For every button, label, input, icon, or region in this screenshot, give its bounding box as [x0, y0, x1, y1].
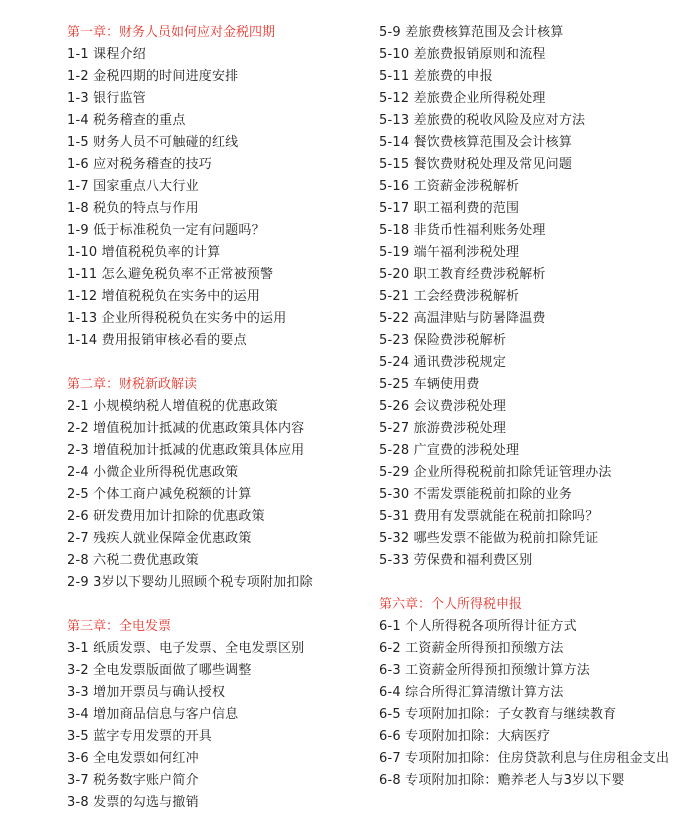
- toc-item: 1-5 财务人员不可触碰的红线: [67, 135, 239, 150]
- toc-item: 5-22 高温津贴与防暑降温费: [379, 311, 546, 326]
- toc-item: 1-11 怎么避免税负率不正常被预警: [67, 267, 274, 282]
- chapter-3-list: [67, 638, 367, 814]
- toc-item: 2-5 个体工商户减免税额的计算: [67, 487, 252, 502]
- toc-item: 5-13 差旅费的税收风险及应对方法: [379, 113, 586, 128]
- toc-item: 5-15 餐饮费财税处理及常见问题: [379, 157, 573, 172]
- toc-item: 6-4 综合所得汇算清缴计算方法: [379, 685, 564, 700]
- toc-item: 6-3 工资薪金所得预扣预缴计算方法: [379, 663, 590, 678]
- right-column: [379, 22, 679, 792]
- toc-item: 2-4 小微企业所得税优惠政策: [67, 465, 239, 480]
- spacer: [379, 572, 679, 594]
- chapter-1-list: [67, 44, 367, 352]
- toc-item: 6-7 专项附加扣除：住房贷款利息与住房租金支出: [379, 751, 670, 766]
- toc-item: 5-18 非货币性福利账务处理: [379, 223, 546, 238]
- toc-item: 5-20 职工教育经费涉税解析: [379, 267, 546, 282]
- toc-item: 2-1 小规模纳税人增值税的优惠政策: [67, 399, 278, 414]
- toc-item: 1-6 应对税务稽查的技巧: [67, 157, 212, 172]
- toc-item: 1-13 企业所得税税负在实务中的运用: [67, 311, 287, 326]
- toc-item: 3-4 增加商品信息与客户信息: [67, 707, 239, 722]
- toc-item: 5-17 职工福利费的范围: [379, 201, 520, 216]
- chapter-6-heading: 第六章：个人所得税申报: [379, 597, 523, 612]
- toc-item: 5-10 差旅费报销原则和流程: [379, 47, 546, 62]
- toc-item: 6-5 专项附加扣除：子女教育与继续教育: [379, 707, 617, 722]
- toc-item: 2-8 六税二费优惠政策: [67, 553, 199, 568]
- chapter-6-list: [379, 616, 679, 792]
- toc-item: 3-5 蓝字专用发票的开具: [67, 729, 212, 744]
- toc-item: 1-12 增值税税负在实务中的运用: [67, 289, 261, 304]
- toc-item: 1-3 银行监管: [67, 91, 146, 106]
- toc-item: 5-14 餐饮费核算范围及会计核算: [379, 135, 573, 150]
- toc-item: 5-29 企业所得税税前扣除凭证管理办法: [379, 465, 612, 480]
- toc-item: 3-3 增加开票员与确认授权: [67, 685, 226, 700]
- toc-item: 2-9 3岁以下婴幼儿照顾个税专项附加扣除: [67, 575, 313, 590]
- toc-item: 1-2 金税四期的时间进度安排: [67, 69, 239, 84]
- left-column: [67, 22, 367, 814]
- spacer: [67, 352, 367, 374]
- toc-item: 5-27 旅游费涉税处理: [379, 421, 507, 436]
- toc-item: 5-19 端午福利涉税处理: [379, 245, 520, 260]
- toc-item: 2-3 增值税加计抵减的优惠政策具体应用: [67, 443, 305, 458]
- toc-item: 5-25 车辆使用费: [379, 377, 480, 392]
- toc-item: 5-26 会议费涉税处理: [379, 399, 507, 414]
- chapter-3-heading: 第三章：全电发票: [67, 619, 172, 634]
- toc-item: 1-10 增值税税负率的计算: [67, 245, 221, 260]
- toc-item: 3-2 全电发票版面做了哪些调整: [67, 663, 252, 678]
- toc-item: 1-8 税负的特点与作用: [67, 201, 199, 216]
- toc-item: 6-2 工资薪金所得预扣预缴方法: [379, 641, 564, 656]
- toc-item: 2-6 研发费用加计扣除的优惠政策: [67, 509, 265, 524]
- spacer: [67, 594, 367, 616]
- toc-item: 5-21 工会经费涉税解析: [379, 289, 520, 304]
- toc-item: 5-12 差旅费企业所得税处理: [379, 91, 546, 106]
- toc-item: 6-1 个人所得税各项所得计征方式: [379, 619, 577, 634]
- toc-item: 5-24 通讯费涉税规定: [379, 355, 507, 370]
- toc-item: 5-16 工资薪金涉税解析: [379, 179, 520, 194]
- toc-item: 5-33 劳保费和福利费区别: [379, 553, 533, 568]
- chapter-2-list: [67, 396, 367, 594]
- chapter-1-heading: 第一章：财务人员如何应对金税四期: [67, 25, 276, 40]
- toc-item: 1-4 税务稽查的重点: [67, 113, 186, 128]
- toc-item: 6-8 专项附加扣除：赡养老人与3岁以下婴: [379, 773, 625, 788]
- toc-item: 2-2 增值税加计抵减的优惠政策具体内容: [67, 421, 305, 436]
- toc-item: 3-1 纸质发票、电子发票、全电发票区别: [67, 641, 305, 656]
- toc-item: 6-6 专项附加扣除：大病医疗: [379, 729, 551, 744]
- toc-item: 1-14 费用报销审核必看的要点: [67, 333, 247, 348]
- toc-item: 5-11 差旅费的申报: [379, 69, 493, 84]
- chapter-5-list: [379, 22, 679, 572]
- toc-item: 3-6 全电发票如何红冲: [67, 751, 199, 766]
- toc-item: 5-23 保险费涉税解析: [379, 333, 507, 348]
- toc-item: 5-32 哪些发票不能做为税前扣除凭证: [379, 531, 599, 546]
- toc-item: 5-9 差旅费核算范围及会计核算: [379, 25, 564, 40]
- toc-item: 5-30 不需发票能税前扣除的业务: [379, 487, 573, 502]
- chapter-2-heading: 第二章：财税新政解读: [67, 377, 198, 392]
- toc-item: 1-9 低于标准税负一定有问题吗？: [67, 223, 265, 238]
- toc-item: 5-28 广宣费的涉税处理: [379, 443, 520, 458]
- toc-item: 5-31 费用有发票就能在税前扣除吗？: [379, 509, 599, 524]
- toc-item: 1-1 课程介绍: [67, 47, 146, 62]
- toc-item: 1-7 国家重点八大行业: [67, 179, 199, 194]
- toc-item: 3-8 发票的勾选与撤销: [67, 795, 199, 810]
- toc-item: 2-7 残疾人就业保障金优惠政策: [67, 531, 252, 546]
- toc-item: 3-7 税务数字账户简介: [67, 773, 199, 788]
